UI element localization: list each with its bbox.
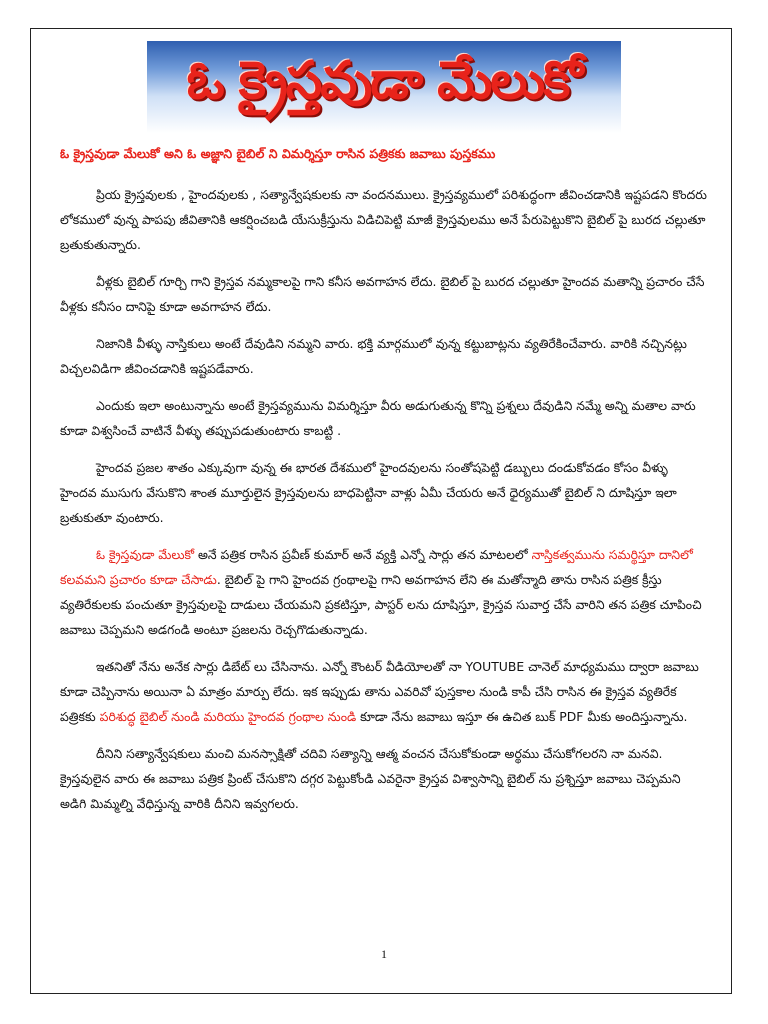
document-subtitle: ఓ క్రైస్తవుడా మేలుకో అని ఓ అజ్ఞాని బైబిల్ ని విమర్శిస్తూ రాసిన పత్రికకు జవాబు పుస్తకము: [60, 146, 496, 161]
paragraph-6-part-b: అనే పత్రిక రాసిన ప్రవీణ్ కుమార్ అనే వ్యక్తి ఎన్నో సార్లు తన మాటలలో: [194, 547, 532, 562]
paragraph-7: [60, 654, 708, 729]
paragraph-2: వీళ్లకు బైబిల్ గూర్చి గాని క్రైస్తవ నమ్మకాలపై గాని కనీస అవగాహన లేదు. బైబిల్ పై బురద చల్లుతూ హైందవ మతాన్ని ప్రచారం చేసే వీళ్లకు కనీసం దానిపై కూడా అవగాహన లేదు.: [60, 274, 705, 314]
paragraph-8: దీనిని సత్యాన్వేషకులు మంచి మనస్సాక్షితో చదివి సత్యాన్ని ఆత్మ వంచన చేసుకోకుండా అర్థము చేసుకోగలరని నా మనవి. క్రైస్తవులైన వారు ఈ జవాబు పత్రిక ప్రింట్ చేసుకొని దగ్గర పెట్టుకోండి ఎవరైనా క్రైస్తవ విశ్వాసాన్ని బైబిల్ ను ప్రశ్నిస్తూ జవాబు చెప్పమని అడిగి మిమ్మల్ని వేధిస్తున్న వారికి దీనిని ఇవ్వగలరు.: [60, 746, 681, 811]
paragraph-5: హైందవ ప్రజల శాతం ఎక్కువుగా వున్న ఈ భారత దేశములో హైందవులను సంతోషపెట్టి డబ్బులు దండుకోవడం కోసం వీళ్ళు హైందవ ముసుగు వేసుకొని శాంత మూర్తులైన క్రైస్తవులను బాధపెట్టినా వాళ్లు ఏమీ చేయరు అనే ధైర్యముతో బైబిల్ ని దూషిస్తూ ఇలా బ్రతుకుతూ వుంటారు.: [60, 460, 677, 525]
paragraph-7-part-c: కూడా నేను జవాబు ఇస్తూ ఈ ఉచిత బుక్ PDF మీకు అందిస్తున్నాను.: [356, 709, 688, 724]
highlight-magazine-name: ఓ క్రైస్తవుడా మేలుకో: [96, 547, 195, 562]
paragraph-6: [60, 542, 708, 642]
paragraph-3: నిజానికి వీళ్ళు నాస్తికులు అంటే దేవుడిని నమ్మని వారు. భక్తి మార్గములో వున్న కట్టుబాట్లను వ్యతిరేకించేవారు. వారికి నచ్చినట్లు విచ్చలవిడిగా జీవించడానికి ఇష్టపడేవారు.: [60, 336, 687, 376]
highlight-sources: పరిశుద్ధ బైబిల్ నుండి మరియు హైందవ గ్రంథాల నుండి: [99, 709, 357, 724]
paragraph-4: ఎందుకు ఇలా అంటున్నాను అంటే క్రైస్తవ్యమును విమర్శిస్తూ వీరు అడుగుతున్న కొన్ని ప్రశ్నలు దేవుడిని నమ్మే అన్ని మతాల వారు కూడా విశ్వసించే వాటినే వీళ్ళు తప్పుపడుతుంటారు కాబట్టి .: [60, 398, 696, 438]
paragraph-1: ప్రియ క్రైస్తవులకు , హైందవులకు , సత్యాన్వేషకులకు నా వందనములు. క్రైస్తవ్యములో పరిశుద్ధంగా జీవించడానికి ఇష్టపడని కొందరు లోకములో వున్న పాపపు జీవితానికి ఆకర్షించబడి యేసుక్రీస్తును విడిచిపెట్టి మాజీ క్రైస్తవులము అనే పేరుపెట్టుకొని బైబిల్ పై బురద చల్లుతూ బ్రతుకుతున్నారు.: [60, 187, 707, 252]
title-banner: [147, 41, 621, 133]
highlight-atheism: నాస్తికత్వమును సమర్థిస్తూ దానిలో కలవమని ప్రచారం కూడా చేసాడు: [60, 547, 693, 587]
paragraph-7-part-a: ఇతనితో నేను అనేక సార్లు డిబేట్ లు చేసినాను. ఎన్నో కౌంటర్ వీడియోలతో నా YOUTUBE చానెల్ మాధ్యమము ద్వారా జవాబు కూడా చెప్పినాను అయినా ఏ మాత్రం మార్పు లేదు. ఇక ఇప్పుడు తాను ఎవరివో పుస్తకాల నుండి కాపీ చేసి రాసిన ఈ క్రైస్తవ వ్యతిరేక పత్రికకు: [60, 659, 699, 724]
paragraph-6-part-d: . బైబిల్ పై గాని హైందవ గ్రంథాలపై గాని అవగాహన లేని ఈ మతోన్మాది తాను రాసిన పత్రిక క్రీస్తు వ్యతిరేకులకు పంచుతూ క్రైస్తవులపై దాడులు చేయమని ప్రకటిస్తూ, పాస్టర్ లను దూషిస్తూ, క్రైస్తవ సువార్త చేసే వారిని తన పత్రిక చూపించి జవాబు చెప్పమని అడగండి అంటూ ప్రజలను రెచ్చగొడుతున్నాడు.: [60, 572, 702, 637]
body-text: [60, 182, 708, 828]
banner-title: ఓ క్రైస్తవుడా మేలుకో: [186, 50, 582, 111]
page-number: 1: [381, 947, 387, 961]
